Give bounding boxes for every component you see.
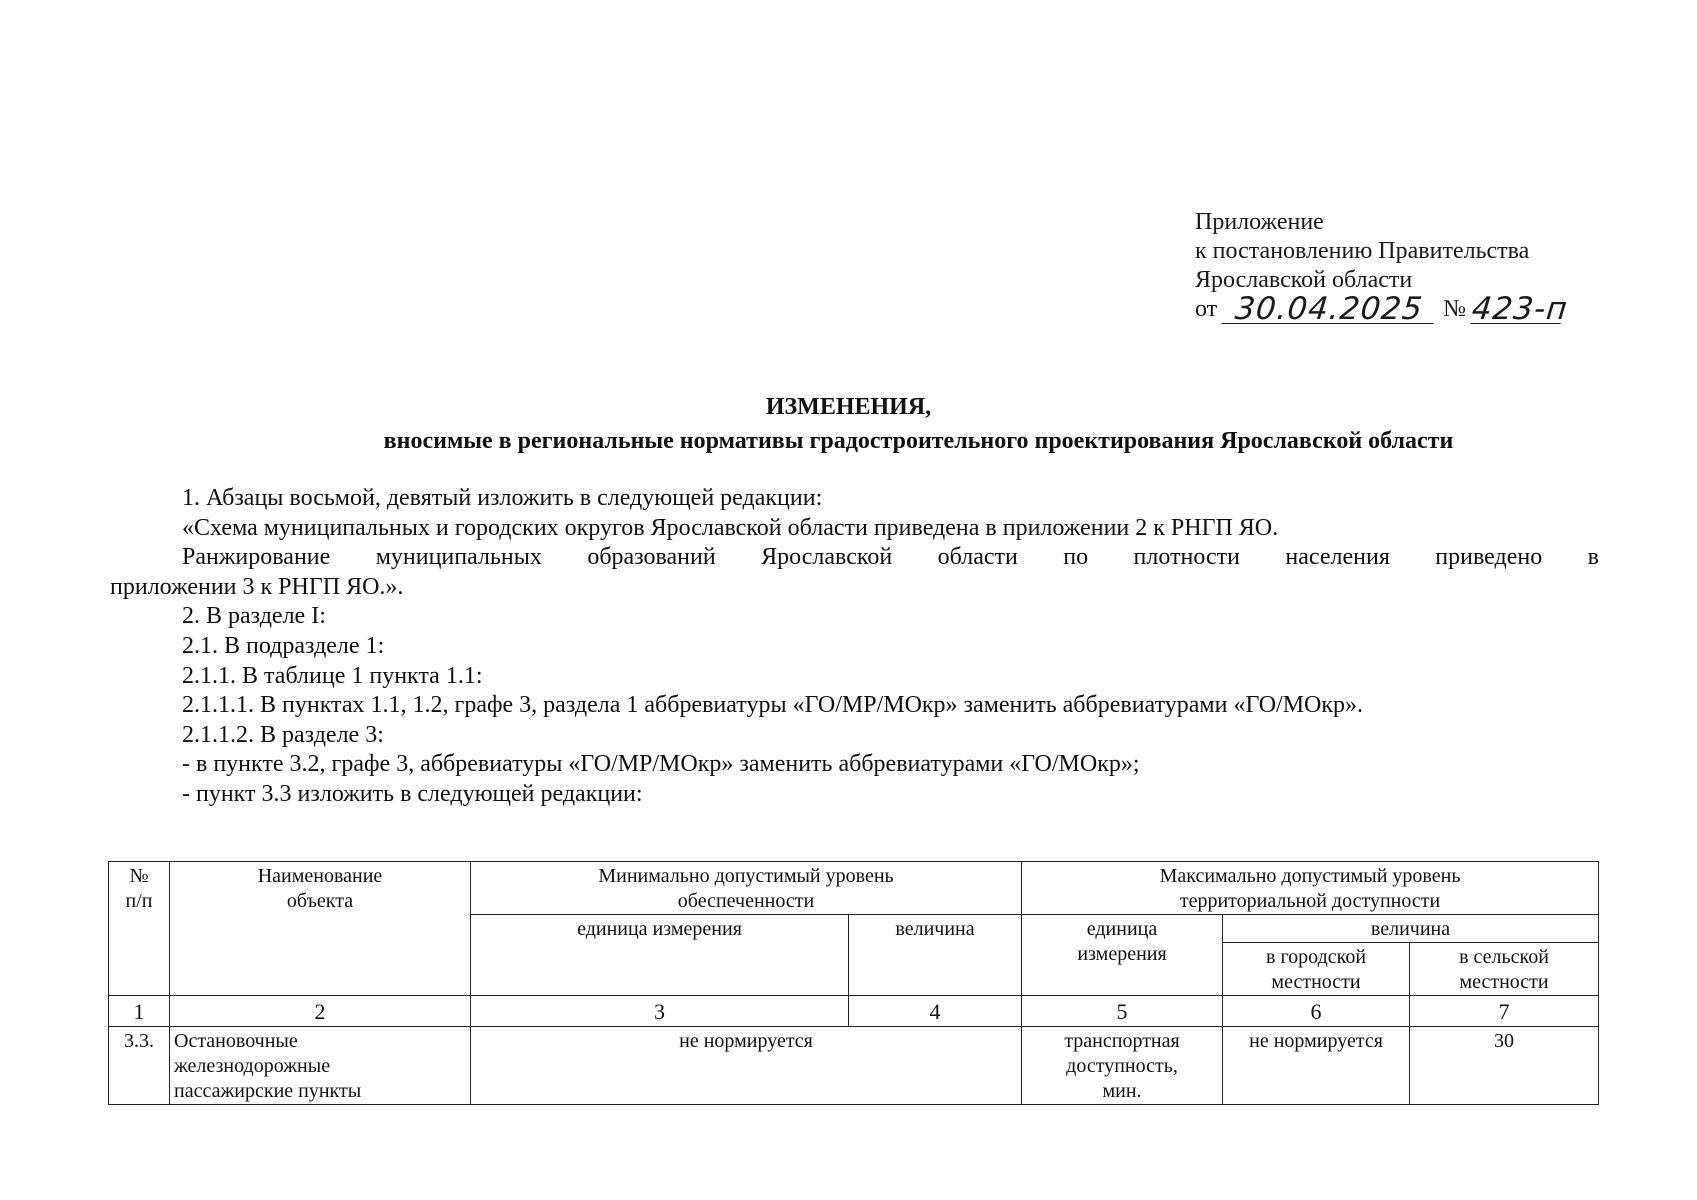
paragraph-3: Ранжирование муниципальных образований Ярославской области по плотности населения приведено в xyxy=(182,544,1599,571)
table-header-row-1 xyxy=(109,862,1599,915)
paragraph-2: «Схема муниципальных и городских округов Ярославской области приведена в приложении 2 к РНГП ЯО. xyxy=(182,514,1279,541)
paragraph-4: 2. В разделе I: xyxy=(182,603,326,630)
paragraph-5: 2.1. В подразделе 1: xyxy=(182,632,385,659)
row-urban: не нормируется xyxy=(1223,1027,1410,1105)
header-min-level: Минимально допустимый уровень обеспеченности xyxy=(471,862,1022,915)
row-unit-access: транспортная доступность, мин. xyxy=(1022,1027,1223,1105)
column-number: 4 xyxy=(849,996,1022,1027)
paragraph-7: 2.1.1.1. В пунктах 1.1, 1.2, графе 3, раздела 1 аббревиатуры «ГО/МР/МОкр» заменить аббревиатурами «ГО/МОкр». xyxy=(182,692,1364,719)
appendix-region: Ярославской области xyxy=(1195,267,1413,293)
header-num: № п/п xyxy=(109,862,170,996)
row-min-level: не нормируется xyxy=(471,1027,1022,1105)
document-title: ИЗМЕНЕНИЯ, xyxy=(765,394,932,420)
column-number: 1 xyxy=(109,996,170,1027)
header-value-access: величина xyxy=(1223,915,1599,943)
header-unit: единица измерения xyxy=(471,915,849,996)
handwritten-date: 30.04.2025 xyxy=(1222,295,1437,324)
paragraph-9: - в пункте 3.2, графе 3, аббревиатуры «ГО/МР/МОкр» заменить аббревиатурами «ГО/МОкр»; xyxy=(182,751,1140,778)
row-num: 3.3. xyxy=(109,1027,170,1105)
table-column-numbers xyxy=(109,996,1599,1027)
number-label: № xyxy=(1443,296,1467,322)
appendix-resolution: к постановлению Правительства xyxy=(1195,238,1530,264)
handwritten-number: 423-п xyxy=(1470,291,1570,327)
document-body xyxy=(110,484,1599,810)
column-number: 7 xyxy=(1410,996,1599,1027)
table-row xyxy=(109,1027,1599,1105)
norms-table xyxy=(108,861,1599,1105)
header-rural: в сельской местности xyxy=(1410,943,1599,996)
column-number: 5 xyxy=(1022,996,1223,1027)
paragraph-10: - пункт 3.3 изложить в следующей редакции: xyxy=(182,780,643,807)
row-rural: 30 xyxy=(1410,1027,1599,1105)
appendix-block xyxy=(1195,208,1570,327)
header-value: величина xyxy=(849,915,1022,996)
appendix-title: Приложение xyxy=(1195,209,1324,235)
paragraph-1: 1. Абзацы восьмой, девятый изложить в следующей редакции: xyxy=(182,485,823,511)
from-label: от xyxy=(1195,296,1218,322)
paragraph-8: 2.1.1.2. В разделе 3: xyxy=(182,721,384,748)
column-number: 3 xyxy=(471,996,849,1027)
header-name: Наименование объекта xyxy=(170,862,471,996)
paragraph-6: 2.1.1. В таблице 1 пункта 1.1: xyxy=(182,662,483,689)
paragraph-3-continued: приложении 3 к РНГП ЯО.». xyxy=(110,573,404,600)
column-number: 2 xyxy=(170,996,471,1027)
appendix-date-number xyxy=(1195,291,1570,327)
header-urban: в городской местности xyxy=(1223,943,1410,996)
row-name: Остановочные железнодорожные пассажирские пункты xyxy=(170,1027,471,1105)
document-subtitle: вносимые в региональные нормативы градостроительного проектирования Ярославской области xyxy=(383,428,1454,454)
column-number: 6 xyxy=(1223,996,1410,1027)
header-unit-access: единица измерения xyxy=(1022,915,1223,996)
header-max-level: Максимально допустимый уровень территориальной доступности xyxy=(1022,862,1599,915)
